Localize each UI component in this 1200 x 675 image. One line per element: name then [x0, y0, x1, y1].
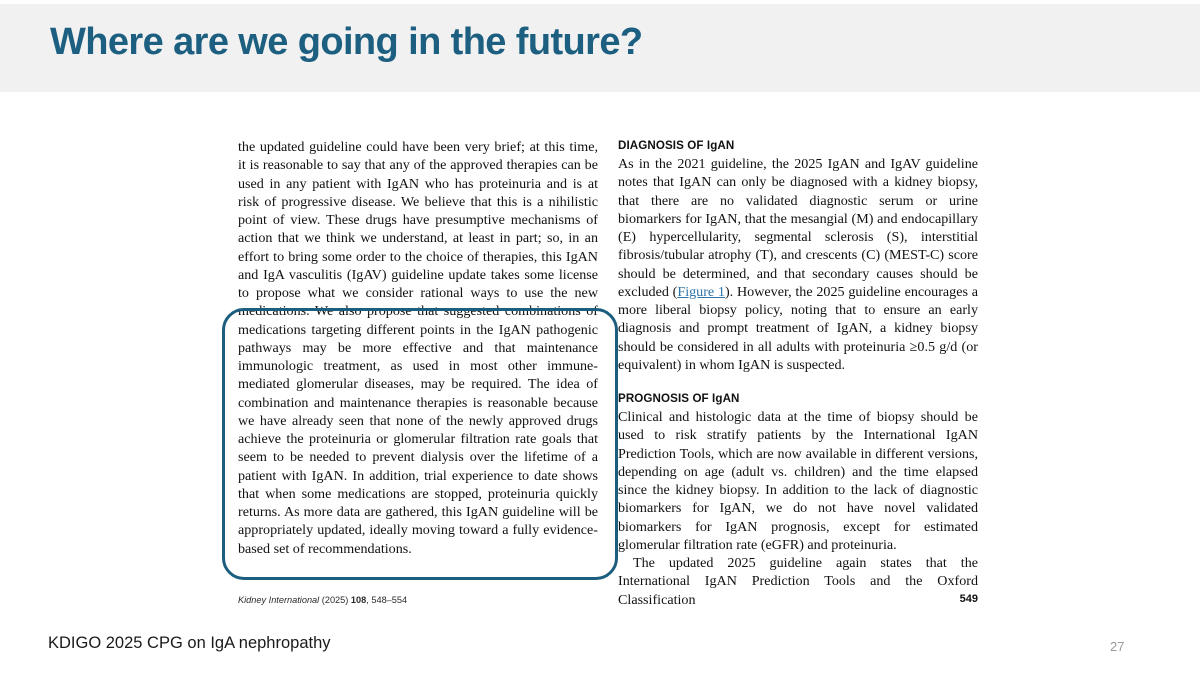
- slide-number: 27: [1110, 639, 1125, 654]
- article-left-column: [238, 138, 598, 558]
- journal-citation: [238, 595, 407, 605]
- article-right-column: [618, 138, 978, 609]
- journal-pages: , 548–554: [366, 595, 408, 605]
- page-title: Where are we going in the future?: [50, 21, 643, 63]
- section-heading-diagnosis: DIAGNOSIS OF IgAN: [618, 139, 735, 152]
- journal-volume: 108: [350, 595, 367, 605]
- figure-1-link[interactable]: Figure 1: [677, 283, 725, 300]
- prognosis-paragraph: Clinical and histologic data at the time of biopsy should be used to risk stratify patients by the International IgAN Prediction Tools, which are now available in different versions, depending on age (adult vs. children) and the time elapsed since the kidney biopsy. In addition to the lack of diagnostic biomarkers for IgAN, we do not have novel validated biomarkers for IgAN prognosis, except for estimated glomerular filtration rate (eGFR) and proteinuria.: [618, 409, 978, 553]
- diagnosis-paragraph-part-1: As in the 2021 guideline, the 2025 IgAN and IgAV guideline notes that IgAN can only be diagnosed with a kidney biopsy, that there are no validated diagnostic serum or urine biomarkers for IgAN, that the mesangial (M) and endocapillary (E) hypercellularity, segmental sclerosis (S), interstitial fibrosis/tubular atrophy (T), and crescents (C) (MEST-C) score should be determined, and that secondary causes should be excluded (: [618, 156, 978, 300]
- document-page-image: [0, 92, 1200, 619]
- diagnosis-paragraph-part-2: ). However, the 2025 guideline encourages a more liberal biopsy policy, noting that to ensure an early diagnosis and prompt treatment of IgAN, a kidney biopsy should be considered in all adults with proteinuria ≥0.5 g/d (or equivalent) in whom IgAN is suspected.: [618, 283, 978, 373]
- slide-title-banner: [0, 4, 1200, 92]
- journal-name: Kidney International: [238, 595, 320, 605]
- document-page-number: 549: [959, 593, 978, 605]
- section-heading-prognosis: PROGNOSIS OF IgAN: [618, 392, 740, 405]
- left-column-paragraph: the updated guideline could have been very brief; at this time, it is reasonable to say that any of the approved therapies can be used in any patient with IgAN who has proteinuria and is at risk of progressive disease. We believe that this is a nihilistic point of view. These drugs have presumptive mechanisms of action that we think we understand, at least in part; so, in an effort to bring some order to the choice of therapies, this IgAN and IgA vasculitis (IgAV) guideline update takes some license to propose what we consider rational ways to use the new medications. We also propose that suggested combinations of medications targeting different points in the IgAN pathogenic pathways may be more effective and that maintenance immunologic treatment, as used in most other immune-mediated glomerular diseases, may be required. The idea of combination and maintenance therapies is reasonable because we have already seen that none of the newly approved drugs achieve the proteinuria or glomerular filtration rate goals that seem to be needed to prevent dialysis over the lifetime of a patient with IgAN. In addition, trial experience to date shows that when some medications are stopped, proteinuria quickly returns. As more data are gathered, this IgAN guideline will be appropriately updated, ideally moving toward a fully evidence-based set of recommendations.: [238, 139, 598, 557]
- diagnosis-paragraph: [618, 155, 978, 374]
- slide-footer-text: KDIGO 2025 CPG on IgA nephropathy: [48, 634, 331, 652]
- journal-year: (2025): [321, 595, 349, 605]
- prognosis-paragraph-continued: The updated 2025 guideline again states that the International IgAN Prediction Tools and the Oxford Classification: [618, 555, 978, 608]
